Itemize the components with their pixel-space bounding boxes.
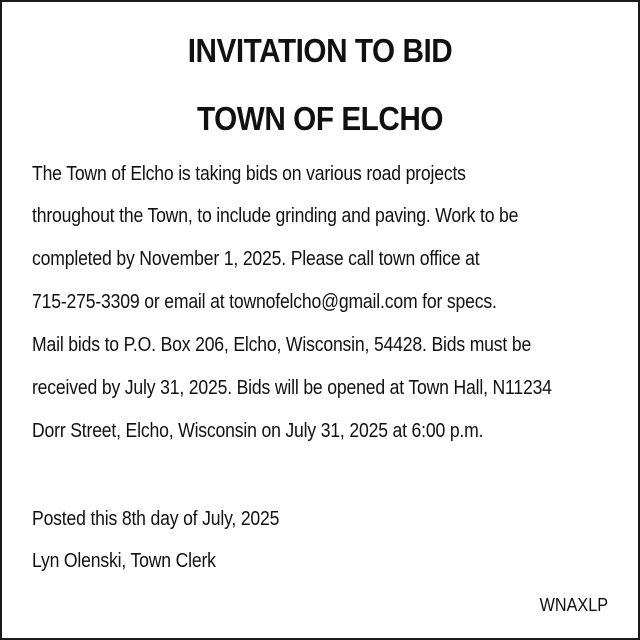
body-line: The Town of Elcho is taking bids on various road projects	[32, 163, 466, 185]
notice-subtitle: TOWN OF ELCHO	[196, 100, 444, 137]
body-line: 715-275-3309 or email at townofelcho@gmail.com for specs.	[32, 291, 497, 313]
notice-title: INVITATION TO BID	[187, 32, 453, 69]
publication-code: WNAXLP	[539, 595, 608, 615]
body-line: Dorr Street, Elcho, Wisconsin on July 31, 2025 at 6:00 p.m.	[32, 420, 484, 442]
body-line: throughout the Town, to include grinding and paving. Work to be	[32, 205, 519, 227]
signature-line: Lyn Olenski, Town Clerk	[32, 550, 216, 572]
posted-date: Posted this 8th day of July, 2025	[32, 508, 280, 530]
body-line: completed by November 1, 2025. Please call town office at	[32, 248, 480, 270]
body-line: received by July 31, 2025. Bids will be opened at Town Hall, N11234	[32, 377, 552, 399]
body-line: Mail bids to P.O. Box 206, Elcho, Wisconsin, 54428. Bids must be	[32, 334, 532, 356]
